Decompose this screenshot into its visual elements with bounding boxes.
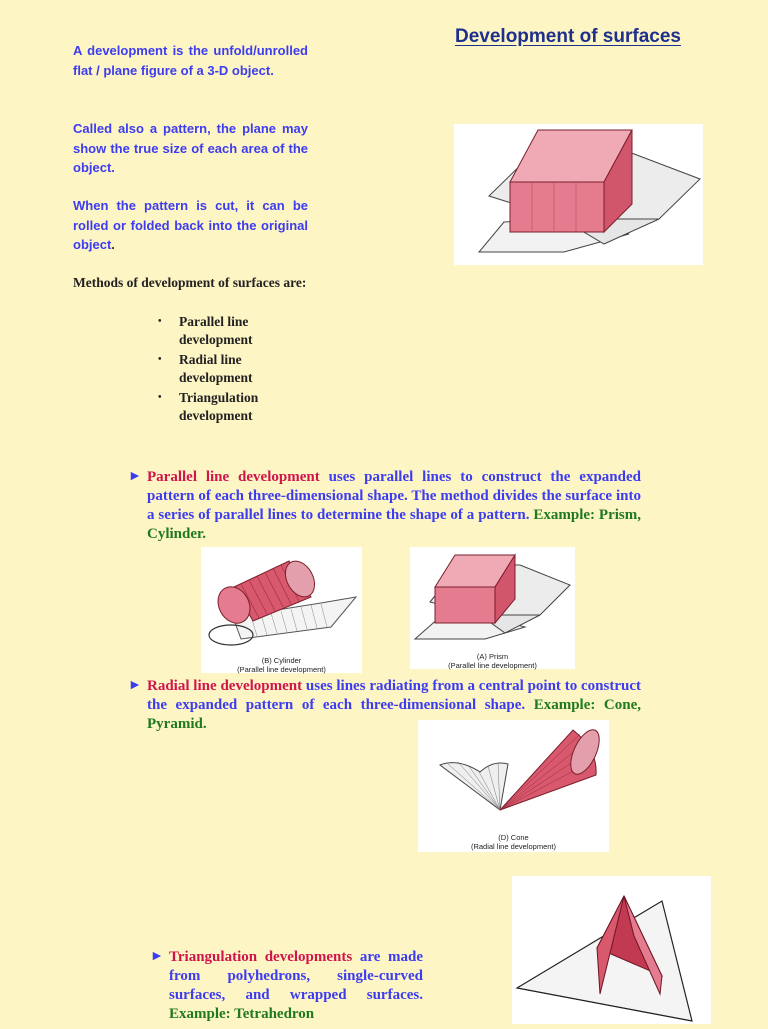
cylinder-development-illustration — [201, 547, 362, 651]
triangulation-text: are made from polyhedrons, single-curved surfaces, and wrapped surfaces. — [169, 949, 423, 1003]
tetrahedron-figure — [512, 876, 711, 1024]
arrow-bullet-icon: ► — [128, 678, 142, 693]
cylinder-caption-title: (B) Cylinder — [261, 656, 302, 665]
methods-heading: Methods of development of surfaces are: — [73, 275, 307, 290]
prism-development-illustration-small — [410, 547, 575, 647]
page-title: Development of surfaces — [455, 26, 681, 47]
methods-list-item — [158, 351, 308, 387]
prism-figure — [410, 547, 575, 669]
methods-list-item — [158, 389, 308, 425]
methods-list-item-label: Parallel line development — [179, 314, 253, 347]
bullet-icon: • — [158, 392, 162, 403]
bullet-icon: • — [158, 316, 162, 327]
radial-text: uses lines radiating from a central point to construct the expanded pattern of each three-dimensional shape. — [147, 678, 641, 713]
intro-paragraph-cut — [73, 196, 308, 255]
parallel-line-section — [128, 468, 641, 544]
methods-list-item-label: Triangulation development — [179, 390, 259, 423]
radial-term: Radial line development — [147, 678, 303, 694]
intro-paragraph-cut-period: . — [111, 237, 115, 252]
bullet-icon: • — [158, 354, 162, 365]
triangulation-term: Triangulation developments — [169, 949, 353, 965]
triangulation-example: Example: Tetrahedron — [169, 1006, 315, 1022]
cone-figure — [418, 720, 609, 852]
prism-development-figure-top — [454, 124, 703, 265]
arrow-bullet-icon: ► — [128, 469, 142, 484]
prism-development-illustration — [454, 124, 703, 265]
cylinder-caption-method: (Parallel line development) — [237, 665, 326, 674]
intro-paragraph-definition: A development is the unfold/unrolled flat / plane figure of a 3-D object. — [73, 43, 308, 78]
intro-paragraph-cut-text: When the pattern is cut, it can be rolled or folded back into the original object — [73, 198, 308, 252]
methods-list-item-label: Radial line development — [179, 352, 253, 385]
prism-caption-title: (A) Prism — [476, 652, 509, 661]
prism-caption-method: (Parallel line development) — [448, 661, 537, 670]
radial-example: Example: Cone, Pyramid. — [147, 697, 642, 732]
methods-list-item — [158, 313, 308, 349]
intro-paragraph-pattern: Called also a pattern, the plane may show the true size of each area of the object. — [73, 121, 308, 175]
cone-caption-method: (Radial line development) — [470, 842, 557, 851]
methods-list — [158, 313, 308, 427]
cylinder-figure — [201, 547, 362, 673]
parallel-example: Example: Prism, Cylinder. — [147, 507, 641, 542]
cone-development-illustration — [418, 720, 609, 828]
cone-caption-title: (D) Cone — [498, 833, 529, 842]
triangulation-section — [150, 948, 423, 1024]
arrow-bullet-icon: ► — [150, 949, 164, 964]
parallel-term: Parallel line development — [147, 469, 320, 485]
tetrahedron-development-illustration — [512, 876, 711, 1024]
parallel-text: uses parallel lines to construct the expanded pattern of each three-dimensional shape. The method divides the surface into a series of parallel lines to determine the shape of a pattern. — [147, 469, 641, 523]
